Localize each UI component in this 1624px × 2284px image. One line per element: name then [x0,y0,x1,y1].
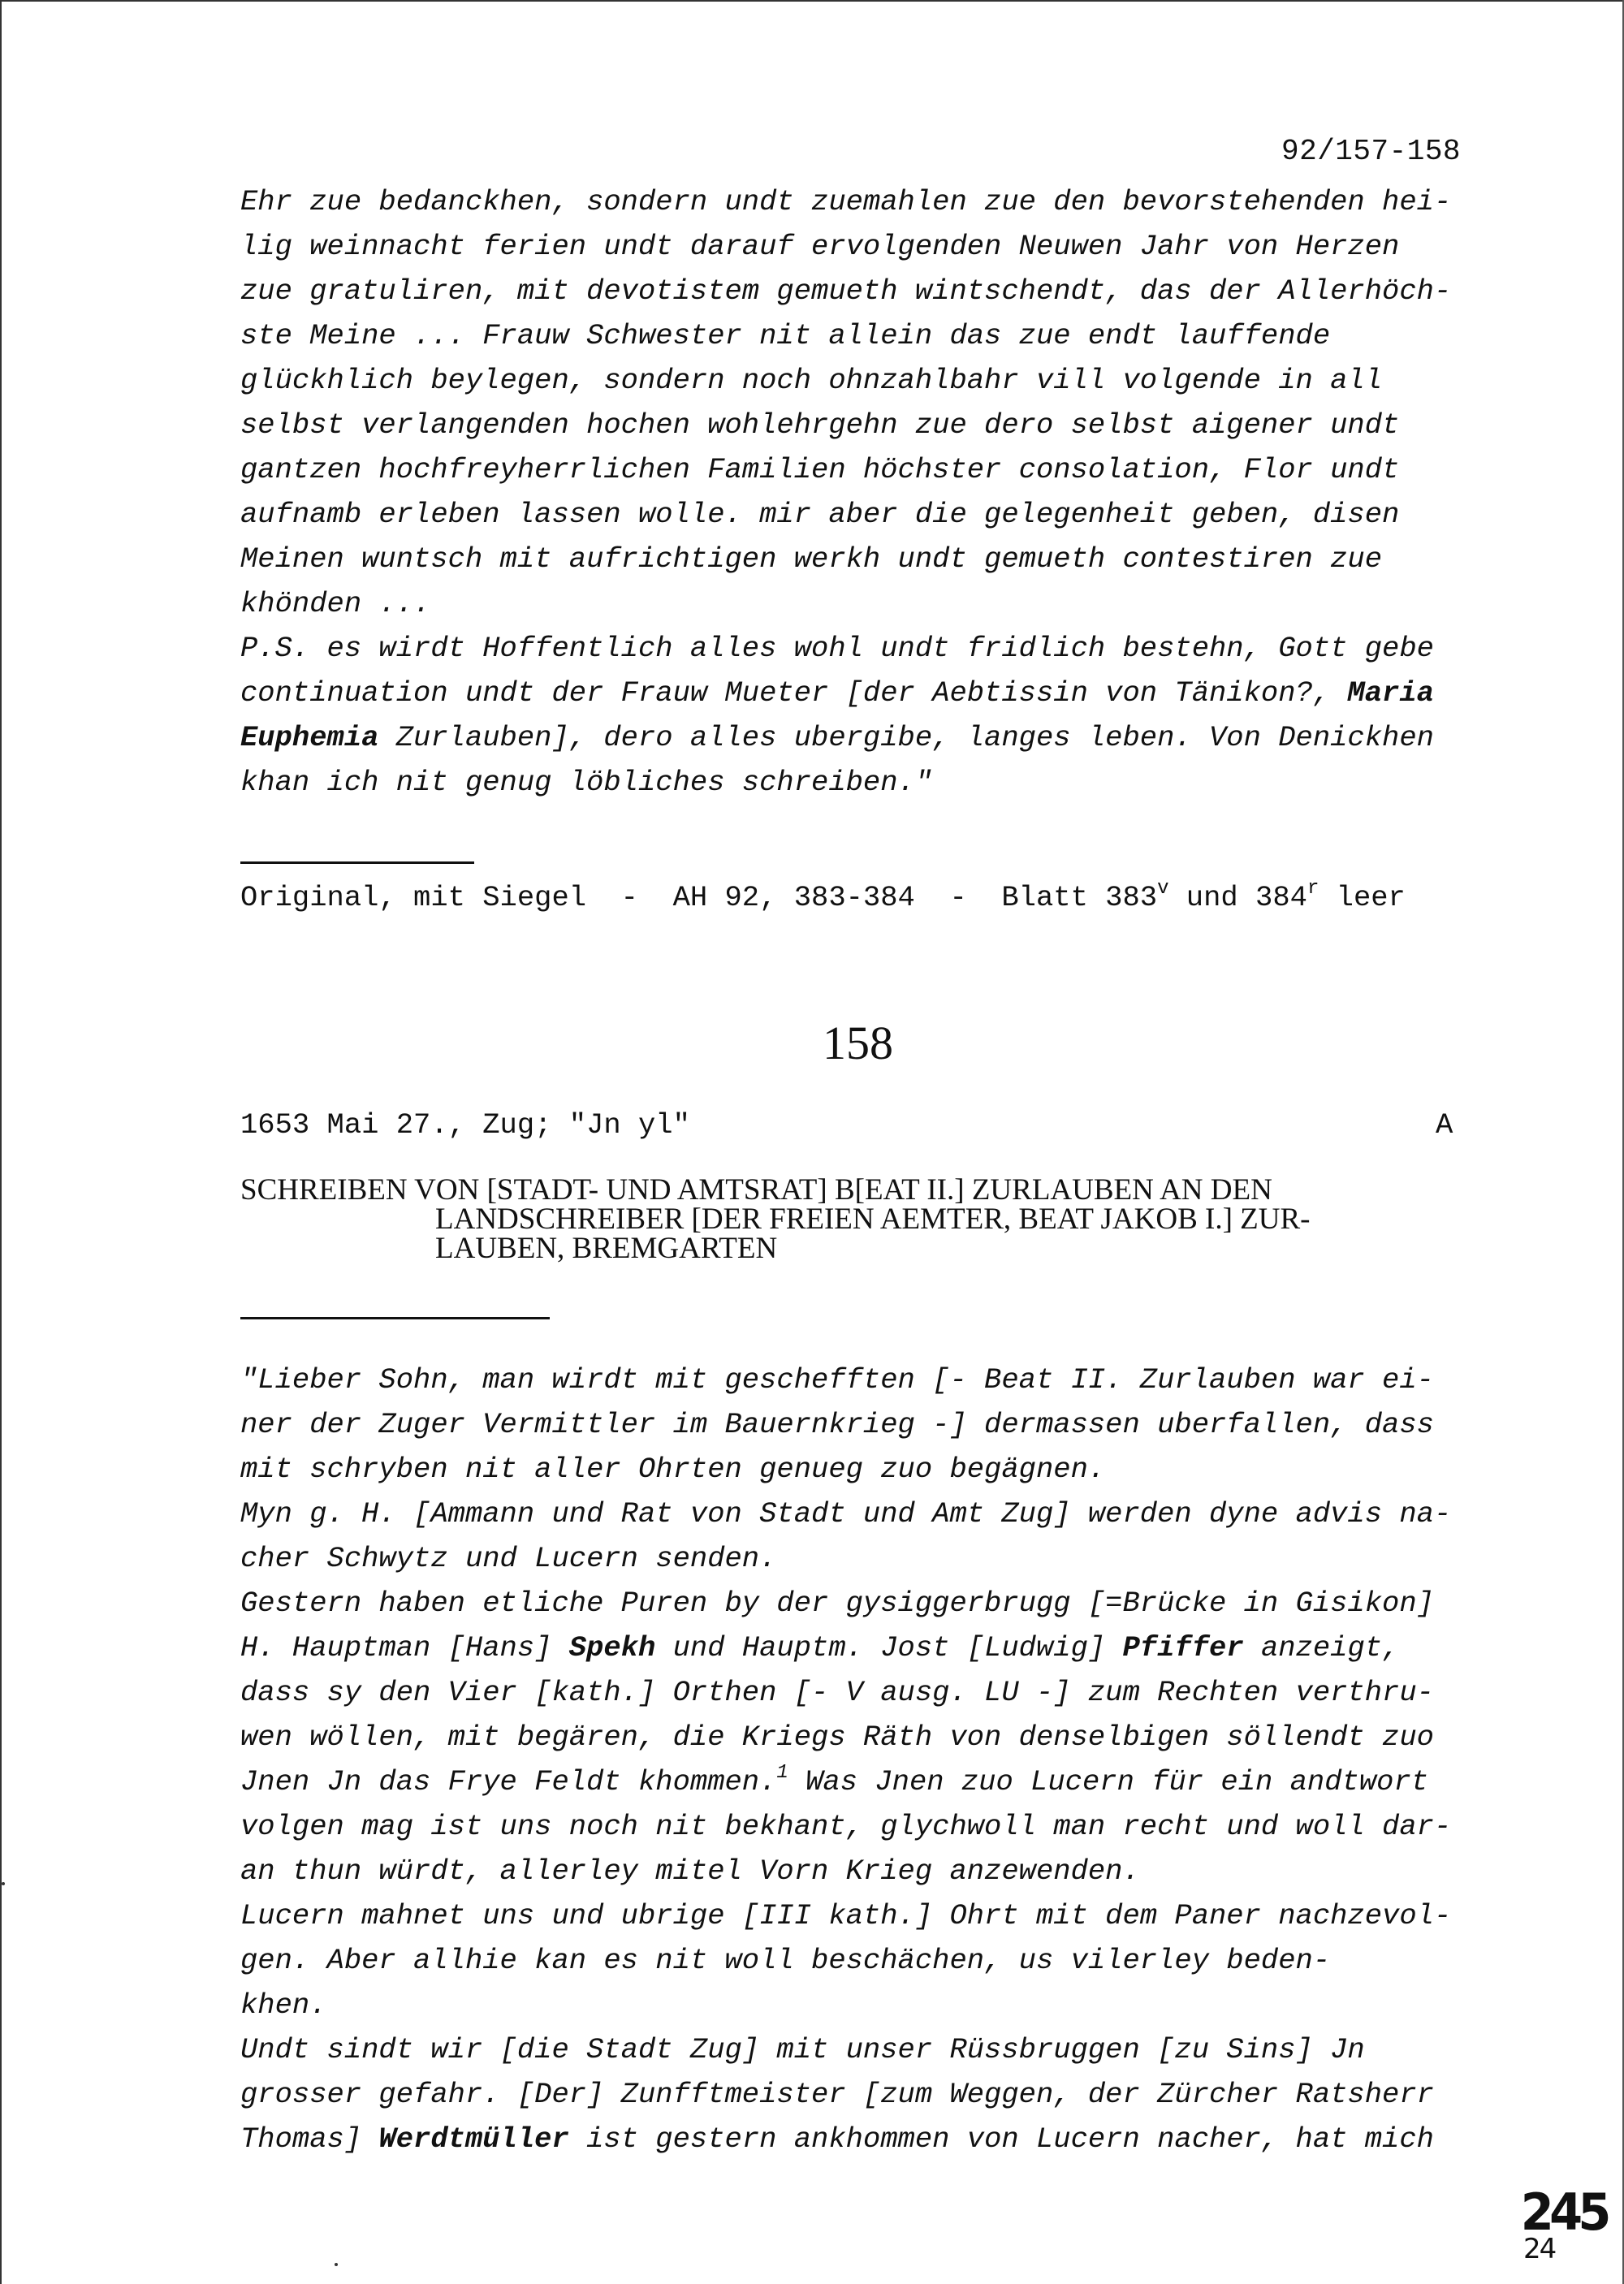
heading-line: LANDSCHREIBER [DER FREIEN AEMTER, BEAT JAKOB I.] ZUR- [435,1202,1311,1236]
text-line: glückhlich beylegen, sondern noch ohnzahlbahr vill volgende in all [240,364,1383,397]
continuation-text [240,179,1491,805]
text-run: Jnen Jn das Frye Feldt khommen. [240,1765,777,1798]
document-heading [240,1173,1491,1265]
text-line: khönden ... [240,587,431,620]
text-line: gantzen hochfreyherrlichen Familien höchster consolation, Flor undt [240,453,1400,486]
text-line: wen wöllen, mit begären, die Kriegs Räth von denselbigen söllendt zuo [240,1721,1434,1754]
document-number: 158 [823,1017,893,1069]
footnote-marker: 1 [776,1762,788,1784]
text-run: ist gestern ankhommen von Lucern nacher, hat mich [568,2122,1434,2156]
source-text: und 384 [1168,881,1307,914]
superscript-verso: v [1157,878,1169,900]
text-line: gen. Aber allhie kan es nit woll beschächen, us vilerley beden- [240,1944,1331,1977]
source-text: Original, mit Siegel - AH 92, 383-384 - Blatt 383 [240,881,1158,914]
text-run: anzeigt, [1243,1631,1400,1664]
text-line: aufnamb erleben lassen wolle. mir aber die gelegenheit geben, disen [240,498,1400,531]
text-line [240,2117,1491,2161]
text-run: H. Hauptman [Hans] [240,1631,569,1664]
handwritten-number-top: 245 [1520,2183,1607,2242]
postscript-line: P.S. es wirdt Hoffentlich alles wohl undt fridlich bestehn, Gott gebe [240,632,1434,665]
handwritten-number-bottom: 24 [1523,2233,1556,2265]
postscript-line: khan ich nit genug löbliches schreiben." [240,766,933,799]
person-name-bold: Werdtmüller [378,2122,569,2156]
text-line: an thun würdt, allerley mitel Vorn Krieg anzewenden. [240,1854,1140,1888]
text-line: selbst verlangenden hochen wohlehrgehn zue dero selbst aigener undt [240,408,1400,442]
text-run: Zurlauben], dero alles ubergibe, langes leben. Von Denickhen [378,721,1434,754]
heading-line: SCHREIBEN VON [STADT- UND AMTSRAT] B[EAT II.] ZURLAUBEN AN DEN [240,1173,1272,1207]
text-line: Myn g. H. [Ammann und Rat von Stadt und Amt Zug] werden dyne advis na- [240,1497,1452,1531]
text-line: khen. [240,1988,327,2022]
text-line: volgen mag ist uns noch nit bekhant, glychwoll man recht und woll dar- [240,1810,1452,1843]
handwritten-page-number [1515,2183,1619,2277]
text-line: "Lieber Sohn, man wirdt mit geschefften [- Beat II. Zurlauben war ei- [240,1363,1434,1397]
text-line: dass sy den Vier [kath.] Orthen [- V ausg. LU -] zum Rechten verthru- [240,1676,1434,1709]
text-line: ste Meine ... Frauw Schwester nit allein das zue endt lauffende [240,319,1331,352]
text-line: zue gratuliren, mit devotistem gemueth wintschendt, das der Allerhöch- [240,274,1452,308]
page-border-top [0,0,1624,2]
text-line: Undt sindt wir [die Stadt Zug] mit unser Rüssbruggen [zu Sins] Jn [240,2033,1365,2066]
text-line: Lucern mahnet uns und ubrige [III kath.] Ohrt mit dem Paner nachzevol- [240,1899,1452,1932]
person-name-bold: Pfiffer [1122,1631,1244,1664]
superscript-recto: r [1307,878,1320,900]
text-line: Ehr zue bedanckhen, sondern undt zuemahlen zue den bevorstehenden hei- [240,185,1452,218]
document-grade: A [1436,1108,1453,1142]
source-text: leer [1319,881,1406,914]
text-line: lig weinnacht ferien undt darauf ervolgenden Neuwen Jahr von Herzen [240,230,1400,263]
separator-rule [240,1317,550,1319]
text-run: und Hauptm. Jost [Ludwig] [655,1631,1123,1664]
person-name-bold: Euphemia [240,721,379,754]
source-note [240,878,1406,917]
text-line: cher Schwytz und Lucern senden. [240,1542,777,1575]
scan-mark [2,1882,5,1885]
postscript-line [240,671,1491,715]
person-name-bold: Maria [1347,676,1434,710]
text-run: Thomas] [240,2122,379,2156]
text-line: Gestern haben etliche Puren by der gysiggerbrugg [=Brücke in Gisikon] [240,1587,1434,1620]
heading-line: LAUBEN, BREMGARTEN [435,1232,778,1265]
text-line: grosser gefahr. [Der] Zunfftmeister [zum Weggen, der Zürcher Ratsherr [240,2078,1434,2111]
text-run: continuation undt der Frauw Mueter [der Aebtissin von Tänikon?, [240,676,1348,710]
date-line: 1653 Mai 27., Zug; "Jn yl" [240,1108,690,1142]
postscript-line [240,715,1491,760]
letter-text [240,1358,1491,2161]
text-line: Meinen wuntsch mit aufrichtigen werkh undt gemueth contestiren zue [240,542,1383,576]
text-line: mit schryben nit aller Ohrten genueg zuo begägnen. [240,1453,1106,1486]
text-line: ner der Zuger Vermittler im Bauernkrieg -] dermassen uberfallen, dass [240,1408,1434,1441]
page-reference: 92/157-158 [1281,135,1462,168]
text-run: Was Jnen zuo Lucern für ein andtwort [788,1765,1429,1798]
page-border-left [0,0,2,2284]
person-name-bold: Spekh [568,1631,656,1664]
scan-mark [335,2263,338,2266]
text-line [240,1626,1491,1670]
text-line [240,1759,1491,1804]
separator-rule [240,861,474,864]
